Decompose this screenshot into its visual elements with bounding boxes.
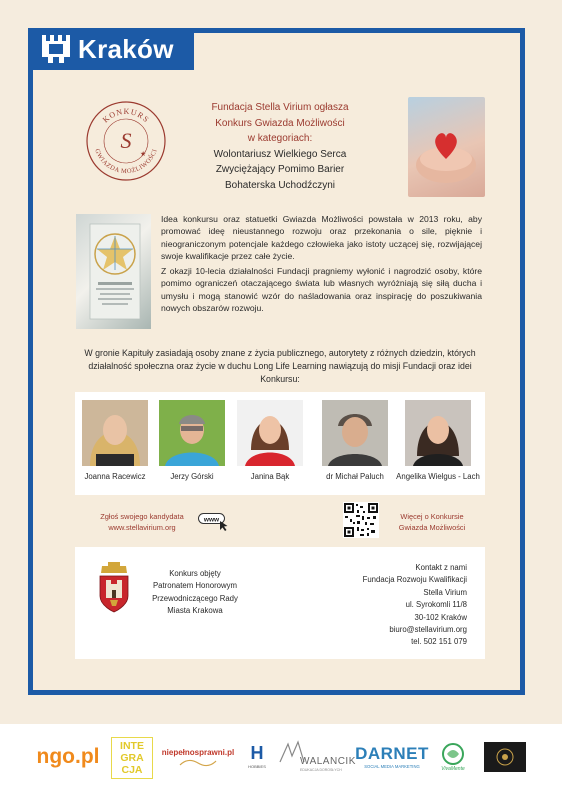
niepelnosprawni-logo-text: niepełnosprawni.pl xyxy=(161,747,235,757)
jury-member-name: Angelika Wielgus - Lach xyxy=(396,472,480,481)
walancik-logo xyxy=(278,738,356,774)
hobbies-logo: H HOBBIES xyxy=(248,743,266,769)
seal-bottom-text: GWIAZDA MOŻLIWOŚCI xyxy=(93,147,159,176)
svg-text:S: S xyxy=(120,128,132,153)
avatar xyxy=(322,400,388,466)
svg-text:KONKURS xyxy=(101,107,151,125)
contact-email[interactable]: biuro@stellavirium.org xyxy=(389,625,467,635)
ngo-logo xyxy=(32,742,104,772)
website-link[interactable]: www.stellavirium.org xyxy=(108,523,176,532)
submit-candidate-cta xyxy=(96,511,188,533)
patron-line: Patronatem Honorowym xyxy=(152,581,238,591)
avatar xyxy=(159,400,225,466)
avatar xyxy=(405,400,471,466)
hobbies-logo-text: HOBBIES xyxy=(248,764,266,769)
cta-right-line2: Gwiazda Możliwości xyxy=(398,523,466,532)
integracja-logo-line: INTE xyxy=(120,740,144,752)
krakow-logo-text: Kraków xyxy=(78,33,174,64)
jury-member-name: dr Michał Paluch xyxy=(326,472,384,481)
contact-line: Stella Virium xyxy=(423,587,467,597)
announcement-line2: Konkurs Gwiazda Możliwości xyxy=(215,117,345,129)
contact-line: Kontakt z nami xyxy=(415,563,467,572)
announcement xyxy=(190,100,370,193)
contest-seal-logo xyxy=(85,100,167,182)
qr-code[interactable] xyxy=(343,502,379,538)
jury-member-name: Janina Bąk xyxy=(250,472,290,481)
contest-description xyxy=(161,213,482,317)
jury-member xyxy=(315,400,395,481)
integracja-logo xyxy=(111,737,153,779)
announcement-line3: w kategoriach: xyxy=(247,133,313,144)
jury-member-name: Jerzy Górski xyxy=(170,472,214,481)
cta-left-line1: Zgłoś swojego kandydata xyxy=(100,512,184,521)
jury-member xyxy=(395,400,481,481)
integracja-logo-line: CJA xyxy=(121,764,143,776)
jury-member xyxy=(152,400,232,481)
vivamente-logo-text: VivaMente xyxy=(441,766,465,772)
category-item: Wolontariusz Wielkiego Serca xyxy=(213,148,347,160)
ngo-logo-text: ngo.pl xyxy=(36,745,100,768)
vivamente-logo xyxy=(438,738,468,776)
contact-info xyxy=(345,562,467,649)
contact-line: ul. Syrokomli 11/8 xyxy=(405,600,467,610)
darnet-logo-subtext: SOCIAL MEDIA MARKETING xyxy=(364,763,420,769)
patronage-text xyxy=(143,568,247,617)
hands-heart-photo xyxy=(408,97,485,197)
avatar xyxy=(237,400,303,466)
contact-phone[interactable]: tel. 502 151 079 xyxy=(411,637,467,647)
jury-intro-text: W gronie Kapituły zasiadają osoby znane z życia publicznego, autorytety z różnych dziedzin, których działalność społeczna oraz życie w duchu Long Life Learning nawiązują do misji Fundacji oraz idei Konkursu: xyxy=(84,348,476,384)
krakow-logo-icon xyxy=(42,35,70,63)
contact-line: Fundacja Rozwoju Kwalifikacji xyxy=(362,575,467,585)
darnet-logo-text: DARNET xyxy=(355,743,429,763)
description-paragraph: Z okazji 10-lecia działalności Fundacji pragniemy wyłonić i nagrodzić osoby, które pomimo ograniczeń otaczającego świata lub własnych wyróżniają się siłą ducha i umysłu i mogą stanowić wzór do naśladowania oraz inspirację do poszukiwania nowych obszarów rozwoju. xyxy=(161,266,482,314)
jury-member xyxy=(230,400,310,481)
jury-member xyxy=(75,400,155,481)
darnet-logo xyxy=(354,740,430,772)
description-paragraph: Idea konkursu oraz statuetki Gwiazda Możliwości powstała w 2013 roku, aby promować ideę nieustannego rozwoju oraz przekonania o sile, pięknie i nieograniczonym potencjale każdego człowieka jako istoty uczącej się, rozwijającej swoje kwalifikacje przez całe życie. xyxy=(161,214,482,261)
category-item: Bohaterska Uchodźczyni xyxy=(224,179,336,191)
krakow-crest-icon xyxy=(94,562,134,614)
krakow-logo xyxy=(28,28,194,70)
jury-member-name: Joanna Racewicz xyxy=(84,472,146,481)
cta-right-line1: Więcej o Konkursie xyxy=(400,512,464,521)
announcement-line1: Fundacja Stella Virium ogłasza xyxy=(211,102,349,113)
svg-text:EDUKACJA DOROSŁYCH: EDUKACJA DOROSŁYCH xyxy=(300,768,342,772)
patron-line: Konkurs objęty xyxy=(169,569,221,578)
patron-line: Miasta Krakowa xyxy=(167,605,223,615)
svg-text:www: www xyxy=(203,516,220,524)
seal-top-text: KONKURS xyxy=(100,106,152,125)
jury-panel xyxy=(75,392,485,495)
contact-line: 30-102 Kraków xyxy=(414,612,467,622)
avatar xyxy=(82,400,148,466)
svg-text:WALANCIK: WALANCIK xyxy=(300,756,356,767)
sponsors-strip xyxy=(0,724,562,793)
integracja-logo-line: GRA xyxy=(120,752,144,764)
svg-text:★: ★ xyxy=(140,151,147,158)
more-info-cta xyxy=(388,511,476,533)
dark-sponsor-logo xyxy=(484,742,526,772)
www-click-icon[interactable] xyxy=(198,513,228,529)
niepelnosprawni-logo xyxy=(156,742,240,772)
patron-line: Przewodniczącego Rady xyxy=(152,593,238,603)
trophy-photo xyxy=(76,214,151,329)
category-item: Zwyciężający Pomimo Barier xyxy=(215,164,345,175)
